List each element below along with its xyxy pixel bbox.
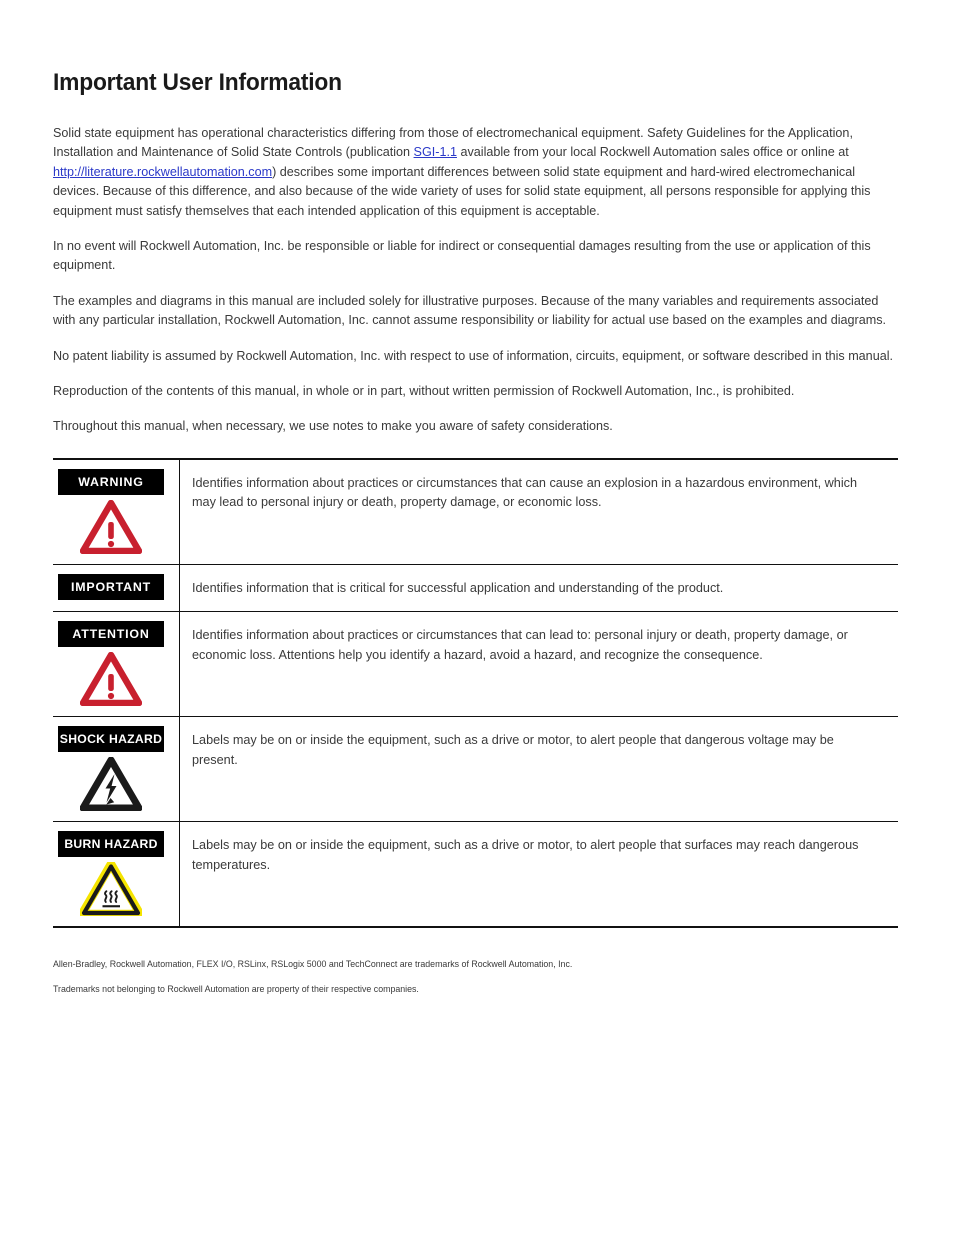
status-badge-important: IMPORTANT — [58, 574, 164, 600]
sgi-publication-link[interactable]: SGI-1.1 — [413, 144, 457, 160]
attention-label-cell — [53, 612, 180, 717]
paragraph-6: Throughout this manual, when necessary, we use notes to make you aware of safety considerations. — [53, 418, 613, 434]
table-row — [53, 612, 898, 717]
trademark-line-2: Trademarks not belonging to Rockwell Automation are property of their respective companies. — [53, 984, 419, 995]
shock-hazard-triangle-icon — [80, 757, 142, 811]
warning-description: Identifies information about practices or circumstances that can cause an explosion in a hazardous environment, which may lead to personal injury or death, property damage, or economic loss. — [192, 474, 858, 510]
red-warning-triangle-icon — [80, 652, 142, 706]
warning-description-cell — [180, 459, 899, 565]
table-row — [53, 564, 898, 611]
table-row — [53, 717, 898, 822]
important-description: Identifies information that is critical for successful application and understanding of the product. — [192, 579, 724, 595]
burn-hazard-description: Labels may be on or inside the equipment, such as a drive or motor, to alert people that surfaces may reach dangerous temperatures. — [192, 837, 859, 872]
shock-hazard-description-cell — [180, 717, 899, 822]
burn-hazard-triangle-icon — [80, 862, 142, 916]
shock-hazard-label-cell — [53, 717, 180, 822]
warning-label-cell — [53, 459, 180, 565]
attention-description-cell — [180, 612, 899, 717]
table-row — [53, 459, 898, 565]
paragraph-1-text-b: available from your local Rockwell Automation sales office or online at — [456, 144, 849, 160]
attention-description: Identifies information about practices or circumstances that can lead to: personal injury or death, property damage, or economic loss. Attentions help you identify a hazard, avoid a hazard, and recognize the consequence. — [192, 627, 848, 662]
attention-symbol-wrap — [58, 647, 164, 706]
paragraph-2: In no event will Rockwell Automation, Inc. be responsible or liable for indirect or consequential damages resulting from the use or application of this equipment. — [53, 237, 871, 273]
footer-trademarks — [53, 958, 898, 996]
warning-symbol-wrap — [58, 495, 164, 554]
paragraph-1-text-c: ) describes some important differences between solid state equipment and hard-wired electromechanical devices. Because of this difference, and also because of the wide variety of uses for solid state equipment, all persons responsible for applying this equipment must satisfy themselves that each intended application of this equipment is acceptable. — [53, 163, 871, 218]
paragraph-1-text-a: Solid state equipment has operational characteristics differing from those of electromechanical equipment. Safety Guidelines for the Application, Installation and Maintenance of Solid State Controls (publication — [53, 124, 853, 160]
paragraph-4: No patent liability is assumed by Rockwell Automation, Inc. with respect to use of information, circuits, equipment, or software described in this manual. — [53, 347, 893, 363]
paragraph-1 — [53, 123, 898, 220]
important-description-cell — [180, 564, 899, 611]
safety-notes-table — [53, 458, 898, 928]
status-badge-attention: ATTENTION — [58, 621, 164, 647]
red-warning-triangle-icon — [80, 500, 142, 554]
page-title: Important User Information — [53, 69, 342, 96]
trademark-line-1: Allen-Bradley, Rockwell Automation, FLEX I/O, RSLinx, RSLogix 5000 and TechConnect are trademarks of Rockwell Automation, Inc. — [53, 959, 573, 970]
rockwell-literature-link[interactable]: http://literature.rockwellautomation.com — [53, 163, 273, 179]
burn-hazard-label-cell — [53, 822, 180, 928]
shock-symbol-wrap — [58, 752, 164, 811]
paragraph-3: The examples and diagrams in this manual are included solely for illustrative purposes. Because of the many variables and requirements associated with any particular installation, Rockwell Automation, Inc. cannot assume responsibility or liability for actual use based on the examples and diagrams. — [53, 292, 887, 328]
spacer — [53, 436, 898, 458]
status-badge-warning: WARNING — [58, 469, 164, 495]
burn-symbol-wrap — [58, 857, 164, 916]
document-content — [53, 70, 898, 1008]
paragraph-5: Reproduction of the contents of this manual, in whole or in part, without written permission of Rockwell Automation, Inc., is prohibited. — [53, 383, 795, 398]
burn-hazard-description-cell — [180, 822, 899, 928]
status-badge-burn-hazard: BURN HAZARD — [58, 831, 164, 857]
table-row — [53, 822, 898, 928]
important-label-cell — [53, 564, 180, 611]
status-badge-shock-hazard: SHOCK HAZARD — [58, 726, 164, 752]
shock-hazard-description: Labels may be on or inside the equipment, such as a drive or motor, to alert people that dangerous voltage may be present. — [192, 732, 834, 767]
